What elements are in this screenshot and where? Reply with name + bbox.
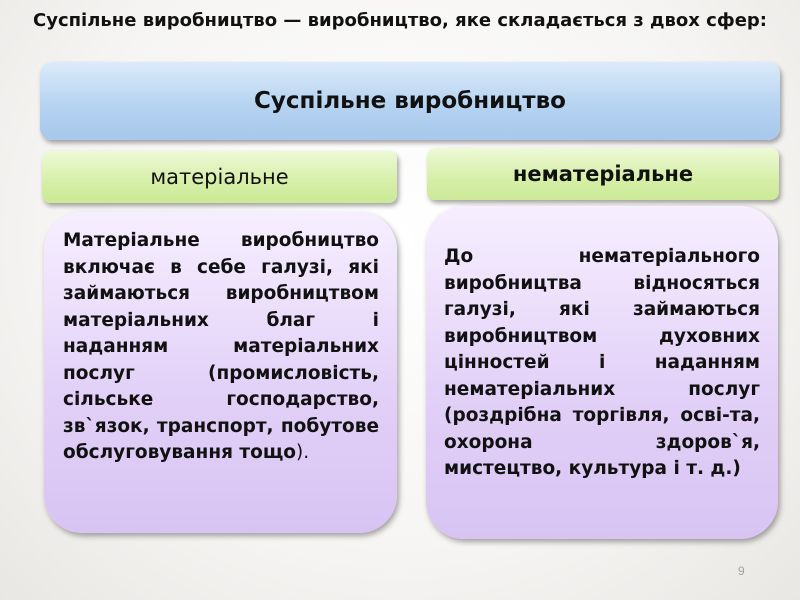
category-nonmaterial-label: нематеріальне — [512, 162, 694, 186]
category-material-label: матеріальне — [150, 165, 289, 189]
material-description-text: Матеріальне виробництво включає в себе галузі, які займаються виробництвом матеріальних благ і наданням матеріальних послуг (промисловість, сільське господарство, зв`язок, транспорт, побутове обслуговування тощо — [63, 230, 379, 463]
root-node-label: Суспільне виробництво — [254, 88, 566, 114]
page-number: 9 — [738, 564, 745, 578]
nonmaterial-description-box — [426, 206, 778, 539]
nonmaterial-description-text: До нематеріального виробництва відносяться галузі, які займаються виробництвом духовних цінностей і наданням нематеріальних послуг (роздрібна торгівля, осві-та, охорона здоров`я, мистецтво, культура і т. д.) — [444, 246, 760, 479]
material-description-tail: ). — [296, 442, 310, 463]
category-material-box — [42, 151, 397, 203]
root-node-box — [40, 62, 780, 140]
material-description-box — [44, 212, 397, 533]
slide-title: Суспільне виробництво — виробництво, яке складається з двох сфер: — [33, 10, 767, 31]
category-nonmaterial-box — [427, 148, 779, 200]
